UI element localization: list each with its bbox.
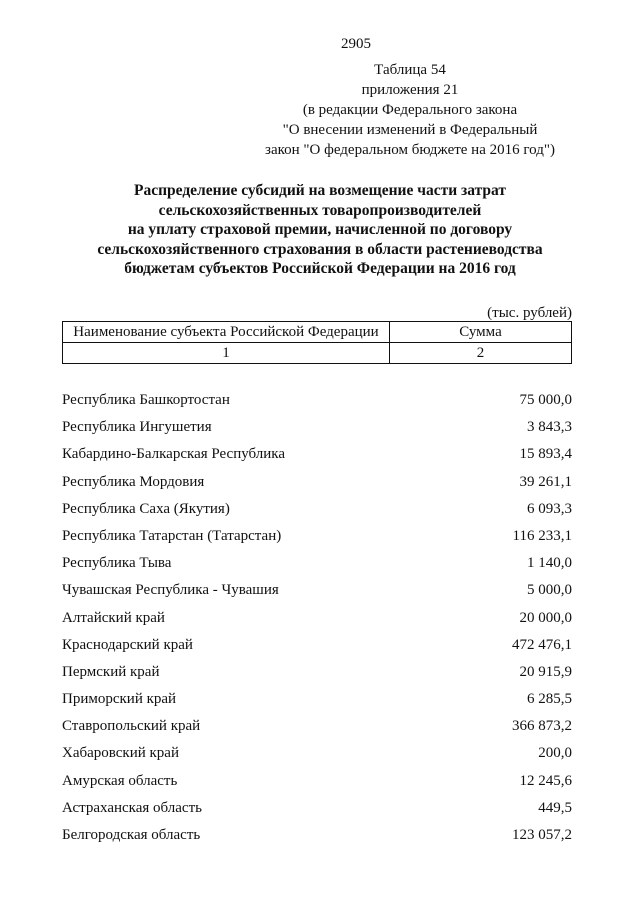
- region-name: Ставропольский край: [62, 718, 201, 735]
- region-name: Краснодарский край: [62, 636, 193, 653]
- table-row: [62, 686, 572, 713]
- table-row: [62, 659, 572, 686]
- region-name: Пермский край: [62, 663, 160, 680]
- table-row: [62, 414, 572, 441]
- region-name: Республика Саха (Якутия): [62, 500, 230, 517]
- table-row: [62, 577, 572, 604]
- region-name: Чувашская Республика - Чувашия: [62, 582, 279, 599]
- subsidy-amount: 75 000,0: [519, 392, 572, 408]
- subsidy-amount: 123 057,2: [512, 827, 572, 843]
- subsidy-amount: 5 000,0: [527, 582, 572, 599]
- table-row: [62, 496, 572, 523]
- region-name: Белгородская область: [62, 827, 201, 843]
- table-row: [62, 469, 572, 496]
- header-line: (в редакции Федерального закона: [302, 102, 518, 118]
- subsidy-amount: 472 476,1: [512, 636, 572, 653]
- document-title: [70, 181, 570, 279]
- table-row: [62, 740, 572, 767]
- subsidy-amount: 20 000,0: [519, 609, 572, 626]
- title-line: Распределение субсидий на возмещение части затрат: [134, 182, 506, 199]
- region-name: Республика Ингушетия: [62, 419, 212, 436]
- subsidy-amount: 6 285,5: [527, 691, 572, 708]
- subsidy-amount: 1 140,0: [527, 555, 572, 572]
- column-number-1: 1: [63, 343, 390, 364]
- region-name: Кабардино-Балкарская Республика: [62, 446, 286, 463]
- table-row: [62, 550, 572, 577]
- subsidy-table-body: [62, 387, 572, 849]
- page-number: 2905: [341, 36, 371, 52]
- table-row: [62, 768, 572, 795]
- region-name: Приморский край: [62, 691, 177, 708]
- subsidy-amount: 20 915,9: [519, 663, 572, 680]
- subsidy-amount: 15 893,4: [519, 446, 572, 463]
- header-row: [63, 322, 572, 343]
- subsidy-amount: 3 843,3: [527, 419, 572, 436]
- region-name: Алтайский край: [62, 609, 165, 626]
- region-name: Республика Мордовия: [62, 473, 205, 490]
- table-row: [62, 822, 572, 849]
- title-line: бюджетам субъектов Российской Федерации на 2016 год: [124, 260, 516, 277]
- subsidy-amount: 366 873,2: [512, 718, 572, 735]
- subsidy-amount: 12 245,6: [519, 772, 572, 789]
- region-name: Хабаровский край: [62, 745, 179, 762]
- subsidy-amount: 449,5: [538, 799, 572, 816]
- title-line: сельскохозяйственного страхования в области растениеводства: [97, 240, 543, 258]
- subsidy-amount: 6 093,3: [527, 500, 572, 517]
- region-name: Республика Татарстан (Татарстан): [62, 527, 282, 544]
- header-line: приложения 21: [361, 82, 459, 98]
- table-row: [62, 605, 572, 632]
- appendix-header: [250, 60, 570, 160]
- title-line: на уплату страховой премии, начисленной по договору: [127, 221, 513, 238]
- column-number-2: 2: [390, 343, 572, 364]
- table-row: [62, 523, 572, 550]
- region-name: Амурская область: [62, 772, 178, 789]
- region-name: Республика Башкортостан: [62, 392, 230, 408]
- column-header-amount: Сумма: [390, 322, 572, 343]
- region-name: Республика Тыва: [62, 555, 172, 572]
- region-name: Астраханская область: [62, 799, 202, 816]
- units-label: (тыс. рублей): [487, 305, 572, 321]
- table-header: [62, 321, 572, 364]
- header-line: "О внесении изменений в Федеральный: [282, 122, 538, 138]
- table-row: [62, 632, 572, 659]
- table-row: [62, 795, 572, 822]
- header-line: Таблица 54: [374, 62, 446, 78]
- column-number-row: [63, 343, 572, 364]
- table-row: [62, 441, 572, 468]
- title-line: сельскохозяйственных товаропроизводителей: [158, 201, 482, 219]
- header-line: закон "О федеральном бюджете на 2016 год"): [265, 142, 555, 158]
- subsidy-amount: 39 261,1: [519, 473, 572, 490]
- subsidy-amount: 200,0: [538, 745, 572, 762]
- subsidy-amount: 116 233,1: [512, 527, 572, 544]
- column-header-name: Наименование субъекта Российской Федерации: [63, 322, 390, 343]
- table-row: [62, 713, 572, 740]
- table-row: [62, 387, 572, 414]
